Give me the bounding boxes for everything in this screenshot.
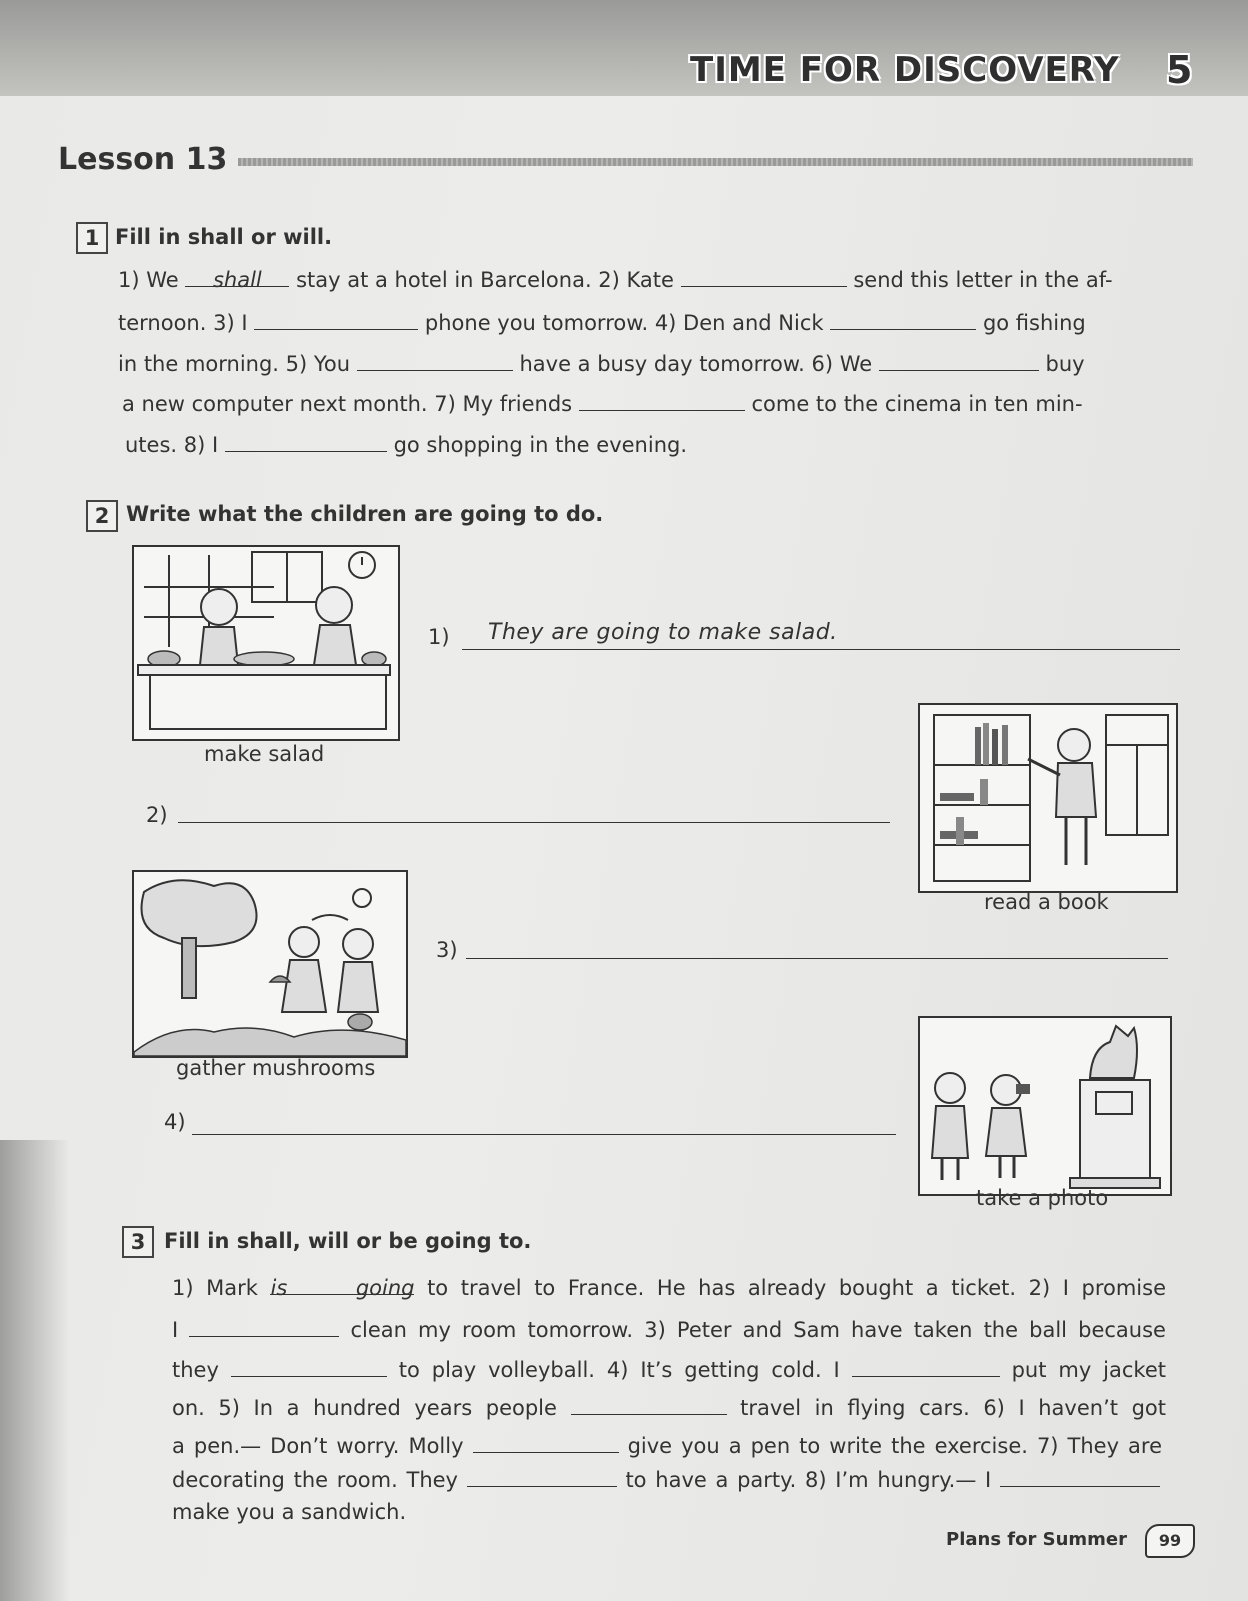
ex3-line-2 (172, 1318, 1166, 1342)
ex1-text: go shopping in the evening. (393, 433, 688, 457)
bookshelf-illustration (918, 703, 1178, 893)
ex1-blank-8[interactable] (225, 433, 387, 452)
ex1-text: buy (1045, 352, 1085, 376)
ex1-line-1 (118, 268, 1113, 292)
exercise-3-number: 3 (122, 1226, 154, 1258)
ex3-text: clean my room tomorrow. 3) Peter and Sam have taken the ball because (350, 1318, 1166, 1342)
ex3-text: give you a pen to write the exercise. 7) They are (627, 1434, 1162, 1458)
ex1-text: stay at a hotel in Barcelona. 2) Kate (296, 268, 674, 292)
answer-3-number: 3) (436, 938, 458, 962)
page-number: 99 (1145, 1524, 1195, 1558)
ex3-text: on. 5) In a hundred years people (172, 1396, 557, 1420)
forest-illustration (132, 870, 408, 1058)
ex3-line-3 (172, 1358, 1166, 1382)
answer-4-line[interactable] (192, 1134, 896, 1135)
answer-4-number: 4) (164, 1110, 186, 1134)
ex3-blank-8[interactable] (1000, 1468, 1160, 1487)
ex1-blank-2[interactable] (681, 268, 847, 287)
ex1-blank-5[interactable] (357, 352, 513, 371)
page-edge-shadow (0, 1140, 70, 1601)
ex1-text: 1) We (118, 268, 179, 292)
answer-2-number: 2) (146, 803, 168, 827)
caption-take-a-photo: take a photo (976, 1186, 1109, 1210)
answer-2-line[interactable] (178, 822, 890, 823)
answer-1-number: 1) (428, 625, 450, 649)
ex3-blank-7[interactable] (467, 1468, 617, 1487)
ex1-line-4 (122, 392, 1083, 416)
exercise-1-title (115, 225, 332, 249)
ex3-line-1 (172, 1276, 1166, 1300)
ex3-text: decorating the room. They (172, 1468, 458, 1492)
ex3-text: to have a party. 8) I’m hungry.— I (625, 1468, 992, 1492)
ex1-text: phone you tomorrow. 4) Den and Nick (424, 311, 824, 335)
exercise-1-number: 1 (76, 222, 108, 254)
ex3-line-7 (172, 1500, 406, 1524)
ex1-line-5 (125, 433, 687, 457)
ex3-text: a pen.— Don’t worry. Molly (172, 1434, 464, 1458)
ex1-blank-3[interactable] (254, 311, 418, 330)
ex3-blank-3[interactable] (231, 1358, 387, 1377)
exercise-1-title-text: Fill in shall or will. (115, 225, 333, 249)
answer-1-line[interactable] (462, 649, 1180, 650)
ex3-text: to play volleyball. 4) It’s getting cold. I (398, 1358, 840, 1382)
ex3-blank-6[interactable] (473, 1434, 619, 1453)
ex1-line-3 (118, 352, 1085, 376)
ex1-line-2 (118, 311, 1086, 335)
ex3-text: they (172, 1358, 219, 1382)
ex1-text: go fishing (982, 311, 1086, 335)
ex1-text: in the morning. 5) You (118, 352, 351, 376)
ex3-blank-1[interactable]: is going (270, 1276, 415, 1300)
ex3-text: to travel to France. He has already bought a ticket. 2) I promise (427, 1276, 1167, 1300)
ex1-text: ternoon. 3) I (118, 311, 248, 335)
answer-3-line[interactable] (466, 958, 1168, 959)
ex3-text: make you a sandwich. (172, 1500, 407, 1524)
exercise-2-number: 2 (86, 500, 118, 532)
answer-1-text: They are going to make salad. (488, 620, 838, 645)
exercise-2-title: Write what the children are going to do. (126, 502, 604, 526)
unit-number: 5 (1166, 48, 1193, 92)
ex1-blank-1[interactable]: shall (185, 268, 289, 287)
ex1-blank-7[interactable] (579, 392, 745, 411)
ex1-text: have a busy day tomorrow. 6) We (519, 352, 873, 376)
ex3-line-4 (172, 1396, 1166, 1420)
ex1-text: a new computer next month. 7) My friends (122, 392, 573, 416)
ex3-blank-4[interactable] (852, 1358, 1000, 1377)
ex3-text: I (172, 1318, 179, 1342)
footer-section-title: Plans for Summer (946, 1529, 1128, 1550)
ex3-text: travel in flying cars. 6) I haven’t got (740, 1396, 1166, 1420)
ex3-text: put my jacket (1011, 1358, 1166, 1382)
ex1-blank-6[interactable] (879, 352, 1039, 371)
lesson-divider (238, 158, 1193, 166)
exercise-3-title: Fill in shall, will or be going to. (164, 1229, 532, 1253)
ex1-text: come to the cinema in ten min- (751, 392, 1083, 416)
ex1-blank-4[interactable] (830, 311, 976, 330)
ex3-blank-5[interactable] (571, 1396, 727, 1415)
ex3-blank-2[interactable] (189, 1318, 339, 1337)
ex1-text: send this letter in the af- (853, 268, 1113, 292)
caption-gather-mushrooms: gather mushrooms (176, 1056, 376, 1080)
ex3-text: 1) Mark (172, 1276, 258, 1300)
ex3-line-5 (172, 1434, 1162, 1458)
lesson-title: Lesson 13 (58, 142, 228, 177)
caption-read-a-book: read a book (984, 890, 1109, 914)
ex3-line-6 (172, 1468, 1160, 1492)
ex1-text: utes. 8) I (125, 433, 219, 457)
kitchen-illustration (132, 545, 400, 741)
section-banner: TIME FOR DISCOVERY (690, 50, 1120, 90)
caption-make-salad: make salad (204, 742, 325, 766)
museum-photo-illustration (918, 1016, 1172, 1196)
